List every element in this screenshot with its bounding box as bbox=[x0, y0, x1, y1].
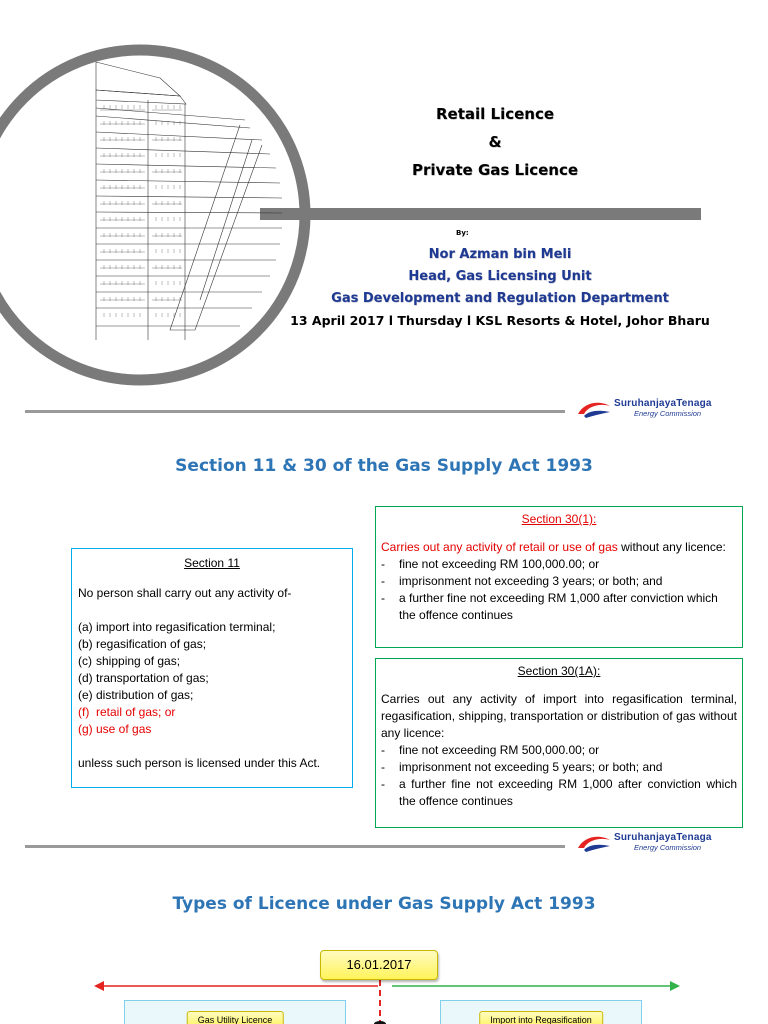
slide-heading: Types of Licence under Gas Supply Act 1993 bbox=[172, 894, 596, 914]
list-item: (c) shipping of gas; bbox=[78, 654, 181, 668]
presenter-role: Head, Gas Licensing Unit bbox=[408, 269, 592, 284]
logo-name: SuruhanjayaTenaga bbox=[614, 398, 712, 409]
logo-subtitle: Energy Commission bbox=[634, 843, 702, 852]
penalty-bullet: - fine not exceeding RM 500,000.00; or bbox=[381, 743, 600, 757]
title-line-1: Retail Licence bbox=[435, 105, 555, 123]
title-divider-bar bbox=[260, 208, 701, 220]
licence-label: Import into Regasification bbox=[479, 1011, 603, 1024]
logo-name: SuruhanjayaTenaga bbox=[614, 832, 712, 843]
title-line-3: Private Gas Licence bbox=[411, 161, 579, 179]
title-line-2: & bbox=[488, 133, 502, 151]
lead-rest: without any licence: bbox=[617, 540, 726, 554]
section-30-1-box bbox=[375, 506, 743, 648]
penalty-bullet: - fine not exceeding RM 100,000.00; or bbox=[381, 557, 600, 571]
suruhanjaya-tenaga-logo bbox=[576, 398, 712, 420]
section-11-intro: No person shall carry out any activity of- bbox=[78, 586, 292, 600]
section-11-list bbox=[78, 619, 346, 738]
title-slide bbox=[0, 0, 768, 432]
list-item-highlight: (g) use of gas bbox=[78, 722, 152, 736]
section-30-1a-lead: Carries out any activity of import into regasification terminal, regasification, shipping, transportation or distribution of gas without any licence: bbox=[381, 692, 737, 740]
list-item-highlight: (f) retail of gas; or bbox=[78, 705, 176, 719]
logo-subtitle: Energy Commission bbox=[634, 409, 702, 418]
section-11-outro: unless such person is licensed under this Act. bbox=[78, 756, 321, 770]
section-11-title: Section 11 bbox=[184, 556, 240, 570]
penalty-bullet: - a further fine not exceeding RM 1,000 after conviction which the offence continues bbox=[381, 591, 718, 622]
timeline-arrows bbox=[0, 864, 768, 1024]
event-details: 13 April 2017 l Thursday l KSL Resorts & Hotel, Johor Bharu bbox=[290, 313, 710, 328]
slide-heading: Section 11 & 30 of the Gas Supply Act 1993 bbox=[175, 456, 593, 476]
section-30-1a-box bbox=[375, 658, 743, 828]
section-30-1-title: Section 30(1): bbox=[521, 512, 597, 526]
suruhanjaya-tenaga-logo bbox=[576, 832, 712, 854]
list-item: (b) regasification of gas; bbox=[78, 637, 207, 651]
swoosh-logo-icon bbox=[576, 398, 612, 420]
swoosh-logo-icon bbox=[576, 832, 612, 854]
section-30-1-lead bbox=[381, 539, 737, 556]
section-11-box bbox=[71, 548, 353, 788]
licence-types-slide bbox=[0, 864, 768, 1024]
building-illustration bbox=[0, 0, 768, 432]
presenter-name: Nor Azman bin Meli bbox=[428, 247, 572, 262]
import-regasification-box bbox=[440, 1000, 642, 1024]
list-item: (d) transportation of gas; bbox=[78, 671, 209, 685]
legal-sections-slide bbox=[0, 432, 768, 864]
presentation-title bbox=[330, 100, 660, 184]
by-label: By: bbox=[456, 229, 469, 237]
building-sketch bbox=[96, 62, 282, 340]
decorative-circle bbox=[0, 50, 305, 380]
footer-divider bbox=[25, 410, 565, 413]
licence-label: Gas Utility Licence bbox=[187, 1011, 284, 1024]
date-badge: 16.01.2017 bbox=[320, 950, 438, 980]
right-arrowhead bbox=[670, 981, 680, 991]
footer-divider bbox=[25, 845, 565, 848]
presenter-info bbox=[290, 244, 710, 332]
gas-utility-licence-box bbox=[124, 1000, 346, 1024]
presenter-department: Gas Development and Regulation Department bbox=[331, 291, 669, 306]
left-arrowhead bbox=[94, 981, 104, 991]
penalty-bullet: - imprisonment not exceeding 5 years; or both; and bbox=[381, 760, 663, 774]
lead-highlight: Carries out any activity of retail or use of gas bbox=[381, 540, 618, 554]
penalty-bullet: - imprisonment not exceeding 3 years; or both; and bbox=[381, 574, 663, 588]
penalty-bullet: - a further fine not exceeding RM 1,000 after conviction which the offence continues bbox=[381, 777, 737, 808]
list-item: (e) distribution of gas; bbox=[78, 688, 194, 702]
section-30-1a-title: Section 30(1A): bbox=[517, 664, 601, 678]
list-item: (a) import into regasification terminal; bbox=[78, 620, 276, 634]
